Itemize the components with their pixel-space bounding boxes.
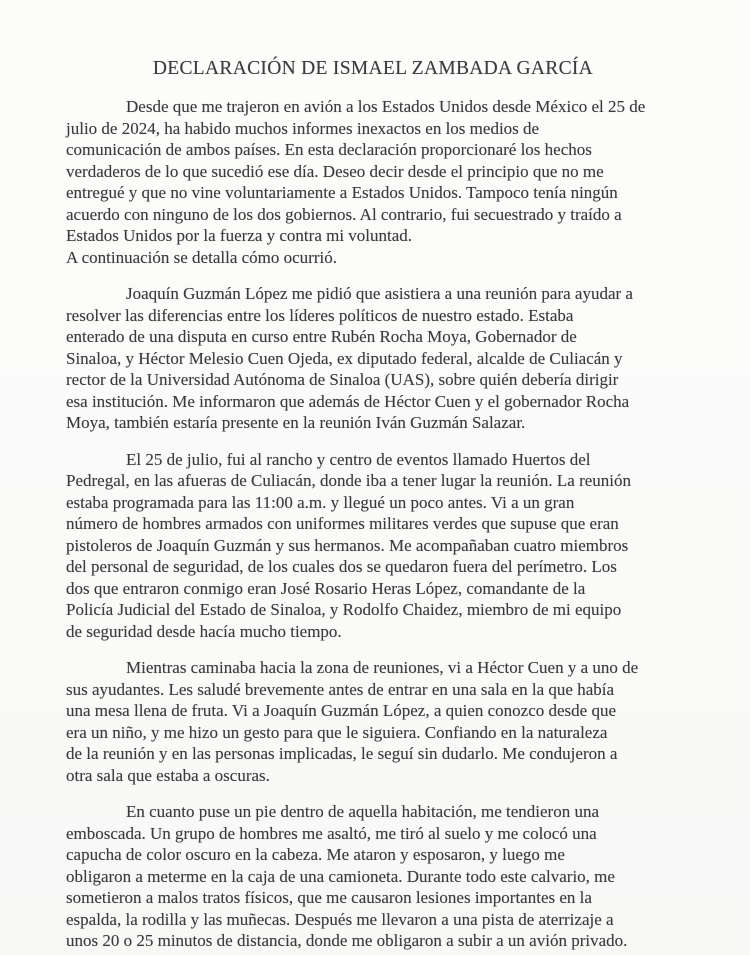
text-line: de seguridad desde hacía mucho tiempo.: [66, 621, 342, 641]
text-line: obligaron a meterme en la caja de una camioneta. Durante todo este calvario, me: [66, 866, 615, 886]
text-line: espalda, la rodilla y las muñecas. Después me llevaron a una pista de aterrizaje a: [66, 909, 614, 929]
paragraph: [66, 283, 680, 434]
text-line: emboscada. Un grupo de hombres me asaltó, me tiró al suelo y me colocó una: [66, 823, 597, 843]
text-line: unos 20 o 25 minutos de distancia, donde me obligaron a subir a un avión privado.: [66, 931, 628, 950]
text-line: Policía Judicial del Estado de Sinaloa, y Rodolfo Chaidez, miembro de mi equipo: [66, 600, 622, 619]
text-line: Moya, también estaría presente en la reunión Iván Guzmán Salazar.: [66, 413, 526, 432]
text-line: resolver las diferencias entre los líderes políticos de nuestro estado. Estaba: [66, 305, 574, 325]
text-line: era un niño, y me hizo un gesto para que le siguiera. Confiando en la naturaleza: [66, 722, 608, 742]
text-line: capucha de color oscuro en la cabeza. Me ataron y esposaron, y luego me: [66, 845, 565, 864]
text-line: comunicación de ambos países. En esta declaración proporcionaré los hechos: [66, 140, 592, 159]
text-line: verdaderos de lo que sucedió ese día. Deseo decir desde el principio que no me: [66, 161, 604, 181]
text-line: enterado de una disputa en curso entre Rubén Rocha Moya, Gobernador de: [66, 327, 577, 346]
paragraph: [66, 247, 680, 269]
text-line: rector de la Universidad Autónoma de Sinaloa (UAS), sobre quién debería dirigir: [66, 370, 619, 389]
document-title: DECLARACIÓN DE ISMAEL ZAMBADA GARCÍA: [152, 58, 594, 79]
text-line: Pedregal, en las afueras de Culiacán, donde iba a tener lugar la reunión. La reunión: [66, 471, 632, 490]
text-line: Desde que me trajeron en avión a los Estados Unidos desde México el 25 de: [126, 97, 646, 116]
text-line: de la reunión y en las personas implicadas, le seguí sin dudarlo. Me condujeron a: [66, 744, 618, 763]
paragraph: [66, 801, 680, 952]
text-line: del personal de seguridad, de los cuales dos se quedaron fuera del perímetro. Los: [66, 557, 617, 576]
text-line: pistoleros de Joaquín Guzmán y sus hermanos. Me acompañaban cuatro miembros: [66, 535, 629, 555]
paragraph: [66, 96, 680, 247]
paragraph: [66, 449, 680, 643]
text-line: esa institución. Me informaron que además de Héctor Cuen y el gobernador Rocha: [66, 391, 630, 411]
text-line: una mesa llena de fruta. Vi a Joaquín Guzmán López, a quien conozco desde que: [66, 701, 617, 720]
text-line: sometieron a malos tratos físicos, que me causaron lesiones importantes en la: [66, 888, 592, 907]
text-line: sus ayudantes. Les saludé brevemente antes de entrar en una sala en la que había: [66, 679, 615, 699]
text-line: A continuación se detalla cómo ocurrió.: [66, 247, 337, 267]
text-line: En cuanto puse un pie dentro de aquella habitación, me tendieron una: [126, 802, 600, 821]
paragraph: [66, 657, 680, 786]
text-line: número de hombres armados con uniformes militares verdes que supuse que eran: [66, 514, 619, 533]
text-line: Estados Unidos por la fuerza y contra mi voluntad.: [66, 226, 413, 245]
text-line: otra sala que estaba a oscuras.: [66, 765, 270, 785]
text-line: El 25 de julio, fui al rancho y centro de eventos llamado Huertos del: [126, 449, 591, 469]
text-line: entregué y que no vine voluntariamente a Estados Unidos. Tampoco tenía ningún: [66, 183, 618, 202]
text-line: acuerdo con ninguno de los dos gobiernos. Al contrario, fui secuestrado y traído a: [66, 204, 622, 224]
text-line: Mientras caminaba hacia la zona de reuniones, vi a Héctor Cuen y a uno de: [126, 658, 639, 677]
text-line: estaba programada para las 11:00 a.m. y llegué un poco antes. Vi a un gran: [66, 492, 575, 512]
document-body: [66, 96, 680, 952]
text-line: julio de 2024, ha habido muchos informes inexactos en los medios de: [66, 118, 540, 138]
text-line: Sinaloa, y Héctor Melesio Cuen Ojeda, ex diputado federal, alcalde de Culiacán y: [66, 348, 623, 368]
text-line: dos que entraron conmigo eran José Rosario Heras López, comandante de la: [66, 578, 586, 598]
text-line: Joaquín Guzmán López me pidió que asistiera a una reunión para ayudar a: [126, 284, 633, 303]
